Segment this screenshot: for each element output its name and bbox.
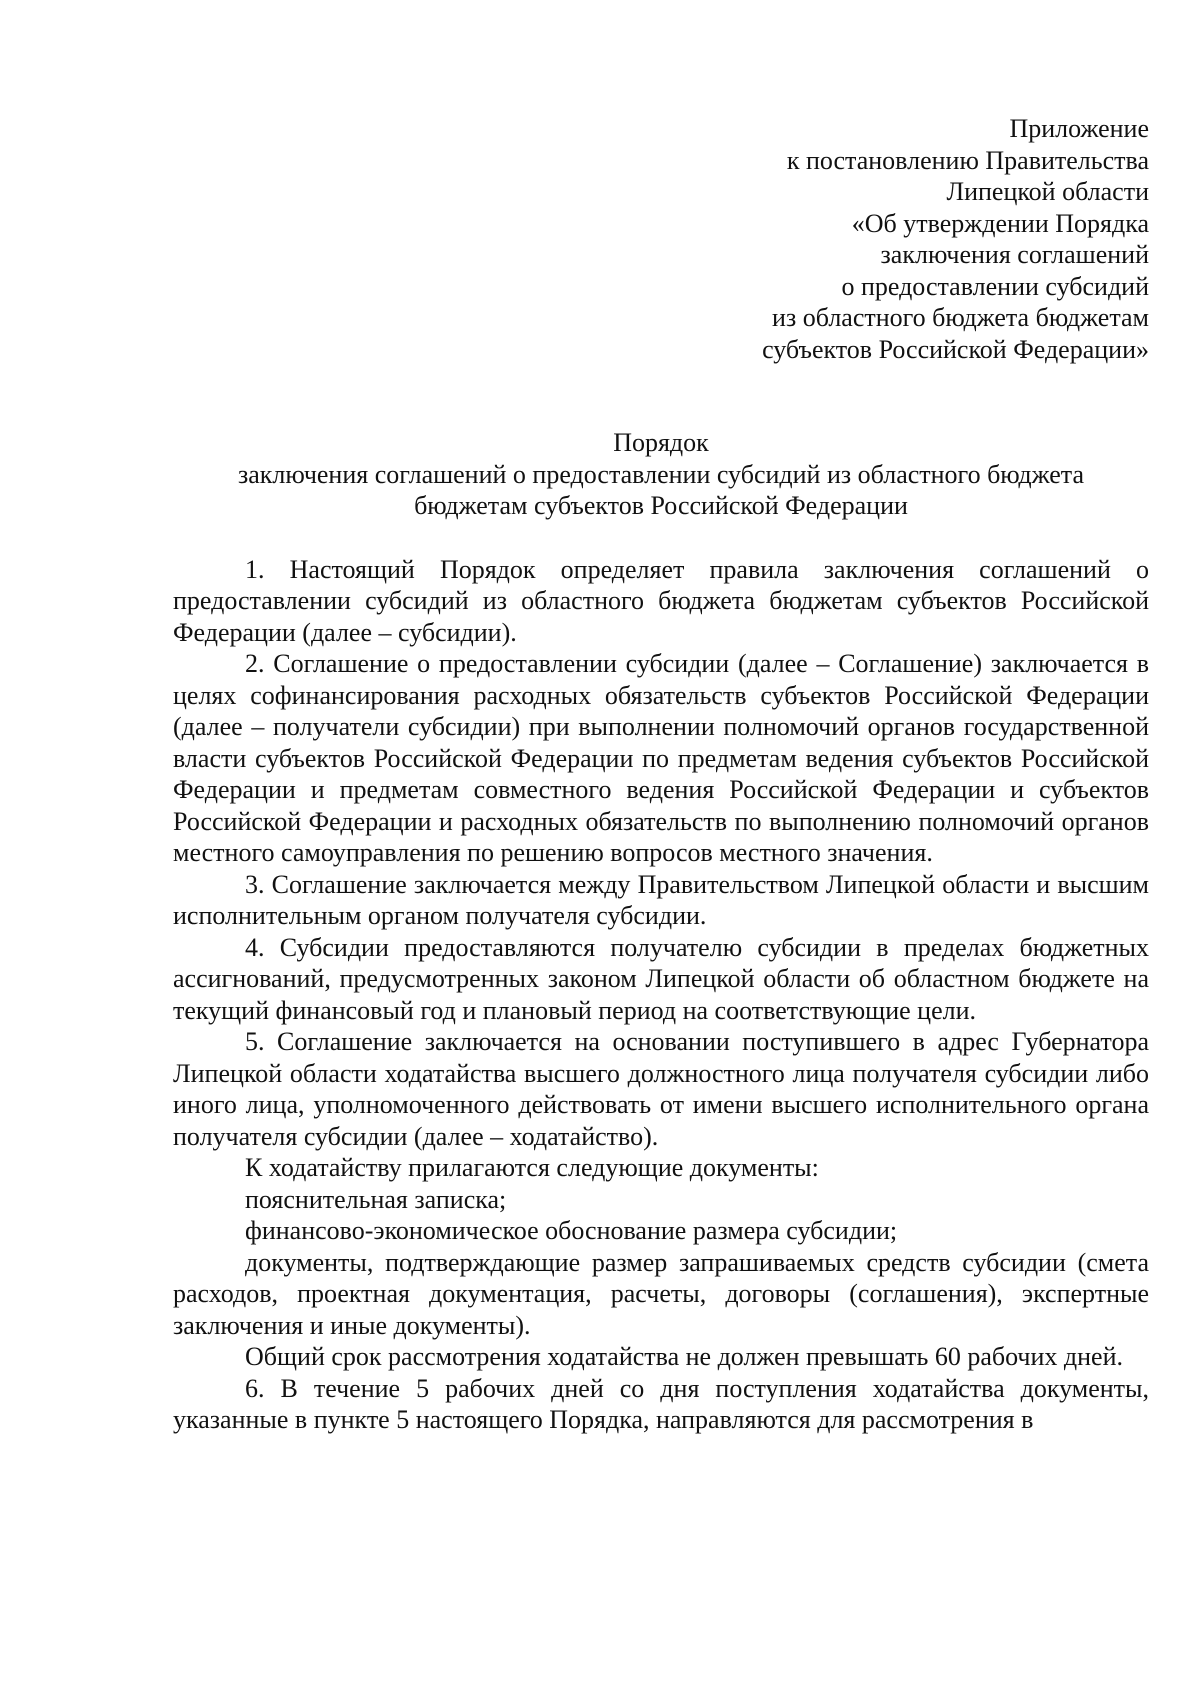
review-term-paragraph: Общий срок рассмотрения ходатайства не должен превышать 60 рабочих дней. [245, 1342, 1124, 1371]
title-line: бюджетам субъектов Российской Федерации [414, 491, 908, 520]
annex-line: «Об утверждении Порядка [851, 208, 1149, 238]
paragraph-3: 3. Соглашение заключается между Правительством Липецкой области и высшим исполнительным органом получателя субсидии. [173, 869, 1149, 930]
annex-line: заключения соглашений [880, 240, 1149, 269]
annex-line: к постановлению Правительства [786, 145, 1149, 175]
annex-line: Липецкой области [946, 177, 1149, 206]
document-body [173, 554, 1149, 1436]
annex-line: о предоставлении субсидий [841, 271, 1149, 301]
paragraph-2: 2. Соглашение о предоставлении субсидии (далее – Соглашение) заключается в целях софинансирования расходных обязательств субъектов Российской Федерации (далее – получатели субсидии) при выполнении полномочий органов государственной власти субъектов Российской Федерации по предметам ведения субъектов Российской Федерации и предметам совместного ведения Российской Федерации и субъектов Российской Федерации и расходных обязательств по выполнению полномочий органов местного самоуправления по решению вопросов местного значения. [173, 649, 1149, 867]
paragraph-4: 4. Субсидии предоставляются получателю субсидии в пределах бюджетных ассигнований, предусмотренных законом Липецкой области об областном бюджете на текущий финансовый год и плановый период на соответствующие цели. [173, 932, 1149, 1025]
document-page [173, 113, 1149, 1436]
annex-block [173, 113, 1149, 365]
paragraph-5: 5. Соглашение заключается на основании поступившего в адрес Губернатора Липецкой области ходатайства высшего должностного лица получателя субсидии либо иного лица, уполномоченного действовать от имени высшего исполнительного органа получателя субсидии (далее – ходатайство). [173, 1027, 1149, 1151]
paragraph-6: 6. В течение 5 рабочих дней со дня поступления ходатайства документы, указанные в пункте 5 настоящего Порядка, направляются для рассмотрения в [173, 1373, 1149, 1434]
title-line: заключения соглашений о предоставлении субсидий из областного бюджета [237, 459, 1085, 489]
annex-line: из областного бюджета бюджетам [772, 303, 1149, 332]
annex-line: Приложение [1009, 114, 1149, 143]
attachments-intro: К ходатайству прилагаются следующие документы: [245, 1153, 819, 1182]
attachment-item: документы, подтверждающие размер запрашиваемых средств субсидии (смета расходов, проектная документация, расчеты, договоры (соглашения), экспертные заключения и иные документы). [173, 1247, 1149, 1340]
attachment-item: финансово-экономическое обоснование размера субсидии; [245, 1216, 898, 1245]
title-heading: Порядок [613, 428, 709, 457]
document-title [173, 427, 1149, 522]
attachment-item: пояснительная записка; [245, 1184, 507, 1214]
annex-line: субъектов Российской Федерации» [762, 334, 1149, 364]
paragraph-1: 1. Настоящий Порядок определяет правила заключения соглашений о предоставлении субсидий из областного бюджета бюджетам субъектов Российской Федерации (далее – субсидии). [173, 554, 1149, 647]
